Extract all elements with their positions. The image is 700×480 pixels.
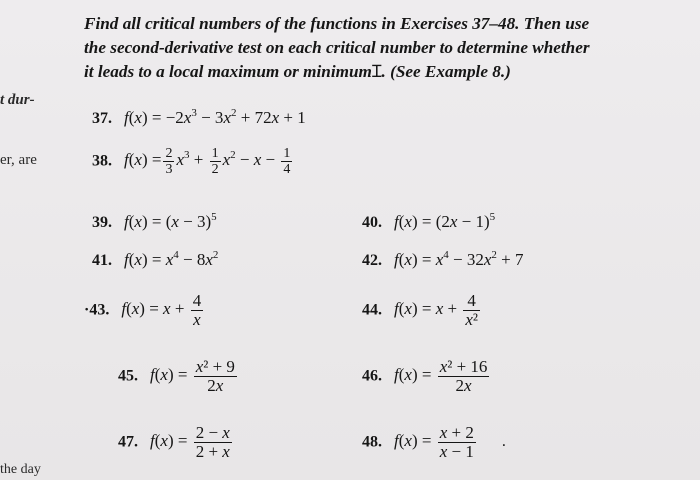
exercise-45 bbox=[118, 358, 239, 395]
exercise-44 bbox=[362, 292, 482, 329]
instructions-line-1: Find all critical numbers of the functions in Exercises 37–48. Then use bbox=[84, 14, 590, 33]
fraction: $\frac{1}{2}$ bbox=[211, 146, 219, 177]
exercise-46 bbox=[362, 358, 491, 395]
exercise-39-expression: $f(x) = (x - 3)^5$ bbox=[124, 211, 217, 231]
exercise-44-expression: f(x) = x + $\frac{4}{\text{x²}}$ bbox=[394, 291, 478, 329]
exercise-number: 37. bbox=[92, 110, 112, 127]
fraction: $\frac{4}{\text{x²}}$ bbox=[465, 291, 478, 329]
exercise-number: 48. bbox=[362, 433, 382, 451]
margin-fragment-3: the day bbox=[0, 462, 41, 477]
exercise-38 bbox=[92, 146, 294, 177]
exercise-37-expression: $f(x) = -2x^3 - 3x^2 + 72x + 1$ bbox=[124, 107, 306, 127]
exercise-42 bbox=[362, 250, 523, 270]
instructions-line-3-b: . (See Example 8.) bbox=[381, 62, 511, 81]
exercise-42-expression: $f(x) = x^4 - 32x^2 + 7$ bbox=[394, 249, 524, 269]
exercise-43 bbox=[84, 292, 205, 329]
exercise-number: ·43. bbox=[84, 301, 110, 319]
exercise-47 bbox=[118, 424, 234, 461]
text-cursor-icon: Ɪ bbox=[371, 62, 382, 81]
exercise-43-expression: f(x) = x + $\frac{4}{x}$ bbox=[121, 291, 202, 329]
exercise-number: 38. bbox=[92, 152, 112, 170]
exercise-number: 46. bbox=[362, 367, 382, 385]
exercise-number: 40. bbox=[362, 214, 382, 231]
fraction: $\frac{\text{x² + 16}}{2x}$ bbox=[439, 357, 488, 395]
exercise-number: 42. bbox=[362, 252, 382, 269]
fraction: $\frac{2}{3}$ bbox=[165, 146, 173, 177]
fraction: $\frac{x + 2}{x - 1}$ bbox=[439, 423, 474, 461]
instructions-paragraph bbox=[84, 12, 684, 84]
fraction: $\frac{1}{4}$ bbox=[283, 146, 291, 177]
instructions-line-3 bbox=[84, 60, 684, 84]
exercise-45-expression: f(x) = $\frac{\text{x² + 9}}{2x}$ bbox=[150, 357, 235, 395]
exercise-48-expression: f(x) = $\frac{x + 2}{x - 1}$ . bbox=[394, 423, 506, 461]
exercise-number: 45. bbox=[118, 367, 138, 385]
exercise-37 bbox=[92, 108, 306, 128]
instructions-line-3-a: it leads to a local maximum or minimum bbox=[84, 62, 372, 81]
exercise-41 bbox=[92, 250, 218, 270]
exercise-40 bbox=[362, 212, 495, 232]
exercise-46-expression: f(x) = $\frac{\text{x² + 16}}{2x}$ bbox=[394, 357, 488, 395]
instructions-line-2: the second-derivative test on each critical number to determine whether bbox=[84, 38, 590, 57]
exercise-40-expression: $f(x) = (2x - 1)^5$ bbox=[394, 211, 496, 231]
exercise-39 bbox=[92, 212, 217, 232]
exercise-41-expression: $f(x) = x^4 - 8x^2$ bbox=[124, 249, 219, 269]
exercise-number: 41. bbox=[92, 252, 112, 269]
fraction: $\frac{2 - x}{2 + x}$ bbox=[195, 423, 230, 461]
fraction: $\frac{4}{x}$ bbox=[192, 291, 202, 329]
fraction: $\frac{\text{x² + 9}}{2x}$ bbox=[195, 357, 235, 395]
exercise-48 bbox=[362, 424, 506, 461]
margin-fragment-2: er, are bbox=[0, 152, 37, 168]
exercise-47-expression: f(x) = $\frac{2 - x}{2 + x}$ bbox=[150, 423, 230, 461]
exercise-number: 47. bbox=[118, 433, 138, 451]
exercise-number: 39. bbox=[92, 214, 112, 231]
exercise-number: 44. bbox=[362, 301, 382, 319]
exercise-38-expression: f(x) = $\frac{2}{3}$ $x^3$ + $\frac{1}{2}$ $x^2 - x$ − $\frac{1}{4}$ bbox=[124, 146, 291, 177]
margin-fragment-1: t dur- bbox=[0, 92, 35, 108]
